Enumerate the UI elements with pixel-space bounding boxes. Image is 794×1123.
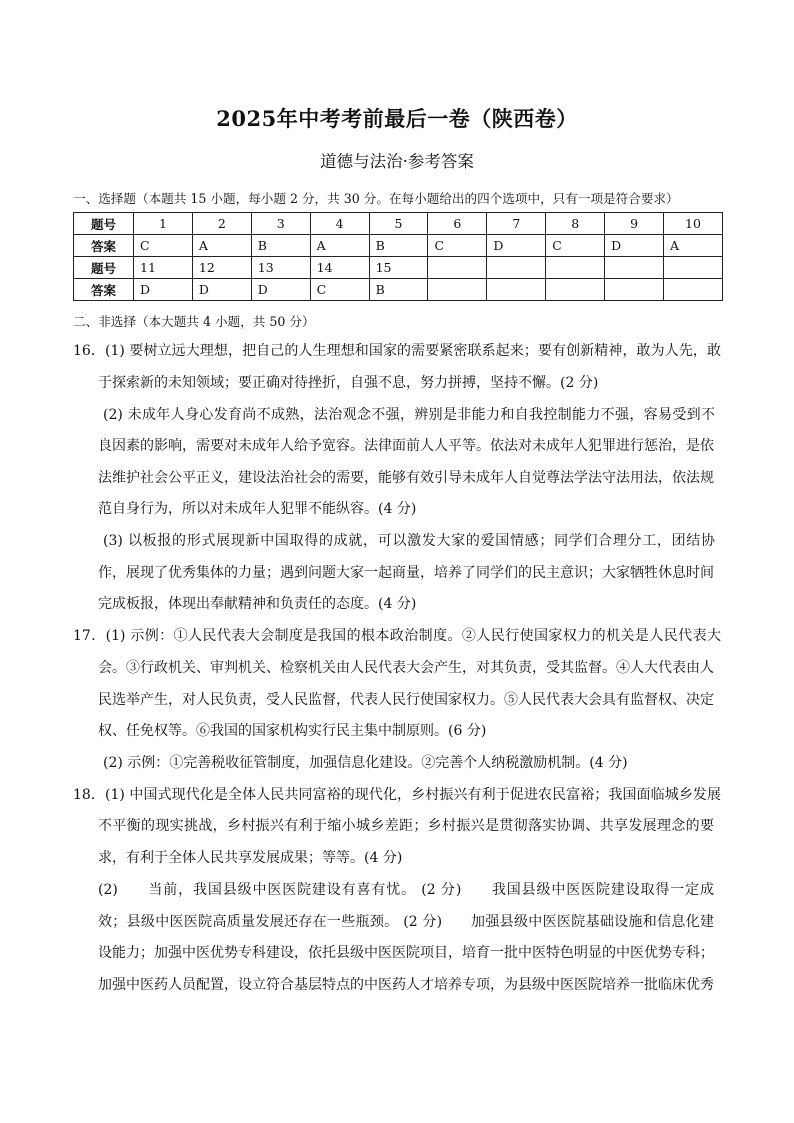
q16-part3-line: 作，展现了优秀集体的力量；遇到问题大家一起商量，培养了同学们的民主意识；大家牺牲休息时间 [98,565,714,581]
q18-part2-line: 设能力；加强中医优势专科建设，依托县级中医医院项目，培育一批中医特色明显的中医优势专科； [98,945,714,961]
answer-table [73,212,723,301]
page-subtitle: 道德与法治·参考答案 [320,152,474,171]
table-cell: D [605,235,664,257]
table-cell [487,257,546,279]
table-cell: B [369,279,428,301]
table-cell: 9 [605,213,664,235]
q18-part1-line: 求，有利于全体人民共享发展成果；等等。(4 分) [98,850,403,866]
table-row [74,213,723,235]
table-cell: 13 [251,257,310,279]
table-cell [428,279,487,301]
q16-part3-line: 完成板报，体现出奉献精神和负责任的态度。(4 分) [98,596,417,612]
q18-part1-line: 不平衡的现实挑战，乡村振兴有利于缩小城乡差距；乡村振兴是贯彻落实协调、共享发展理念的要 [98,818,714,834]
table-cell: 3 [251,213,310,235]
section-1-heading: 一、选择题（本题共 15 小题，每小题 2 分，共 30 分。在每小题给出的四个选项中，只有一项是符合要求） [73,191,679,206]
page-title: 2025年中考考前最后一卷（陕西卷） [216,106,578,131]
table-row [74,257,723,279]
table-cell: 6 [428,213,487,235]
section-2-heading: 二、非选择（本大题共 4 小题，共 50 分） [73,314,315,329]
table-cell: B [251,235,310,257]
row-label-question: 题号 [74,257,134,279]
row-label-answer: 答案 [74,235,134,257]
table-cell: 14 [310,257,369,279]
table-cell [605,257,664,279]
table-cell: D [134,279,193,301]
table-cell [546,279,605,301]
table-cell: C [428,235,487,257]
table-cell [546,257,605,279]
table-cell: B [369,235,428,257]
q16-part1-line: 于探索新的未知领域；要正确对待挫折，自强不息，努力拼搏，坚持不懈。(2 分) [98,375,599,391]
q16-part2-line: 法维护社会公平正义，建设法治社会的需要，能够有效引导未成年人自觉尊法学法守法用法，依法规 [98,470,714,486]
q18-part1-line: 18．(1) 中国式现代化是全体人民共同富裕的现代化，乡村振兴有利于促进农民富裕；我国面临城乡发展 [73,787,721,803]
table-cell: 1 [134,213,193,235]
q17-part1-line: 会。③行政机关、审判机关、检察机关由人民代表大会产生，对其负责，受其监督。④人大代表由人 [98,660,714,676]
q16-part2-line: (2) 未成年人身心发育尚不成熟，法治观念不强，辨别是非能力和自我控制能力不强，容易受到不 [103,407,715,423]
table-cell: 7 [487,213,546,235]
q17-part2-line: (2) 示例：①完善税收征管制度，加强信息化建设。②完善个人纳税激励机制。(4 分) [103,755,628,771]
table-cell [605,279,664,301]
table-cell [664,279,723,301]
q17-part1-line: 民选举产生，对人民负责，受人民监督，代表人民行使国家权力。⑤人民代表大会具有监督权、决定 [98,692,714,708]
q18-part2-line: 加强中医药人员配置，设立符合基层特点的中医药人才培养专项，为县级中医医院培养一批临床优秀 [98,977,714,993]
table-cell: C [134,235,193,257]
table-cell: 8 [546,213,605,235]
table-row [74,235,723,257]
table-cell: 2 [192,213,251,235]
table-cell: C [310,279,369,301]
q16-part2-line: 良因素的影响，需要对未成年人给予宽容。法律面前人人平等。依法对未成年人犯罪进行惩治，是依 [98,438,714,454]
q16-part3-line: (3) 以板报的形式展现新中国取得的成就，可以激发大家的爱国情感；同学们合理分工，团结协 [103,533,715,549]
table-cell [664,257,723,279]
table-cell: A [664,235,723,257]
table-cell: D [251,279,310,301]
table-cell [487,279,546,301]
q17-part1-line: 权、任免权等。⑥我国的国家机构实行民主集中制原则。(6 分) [98,723,487,739]
table-cell: 10 [664,213,723,235]
table-cell: 15 [369,257,428,279]
table-cell: D [192,279,251,301]
q16-part1-line: 16．(1) 要树立远大理想，把自己的人生理想和国家的需要紧密联系起来；要有创新精神，敢为人先，敢 [73,343,721,359]
q18-part2-line: 效；县级中医医院高质量发展还存在一些瓶颈。 (2 分) 加强县级中医医院基础设施和信息化建 [98,914,714,930]
table-cell: A [192,235,251,257]
q17-part1-line: 17．(1) 示例：①人民代表大会制度是我国的根本政治制度。②人民行使国家权力的机关是人民代表大 [73,628,721,644]
row-label-question: 题号 [74,213,134,235]
table-cell: A [310,235,369,257]
row-label-answer: 答案 [74,279,134,301]
table-cell: 5 [369,213,428,235]
table-cell: D [487,235,546,257]
table-cell: 11 [134,257,193,279]
q16-part2-line: 范自身行为，所以对未成年人犯罪不能纵容。(4 分) [98,501,417,517]
table-cell: 12 [192,257,251,279]
table-cell [428,257,487,279]
q18-part2-line: (2) 当前，我国县级中医医院建设有喜有忧。 (2 分) 我国县级中医医院建设取得一定成 [98,882,714,898]
table-cell: C [546,235,605,257]
table-row [74,279,723,301]
table-cell: 4 [310,213,369,235]
